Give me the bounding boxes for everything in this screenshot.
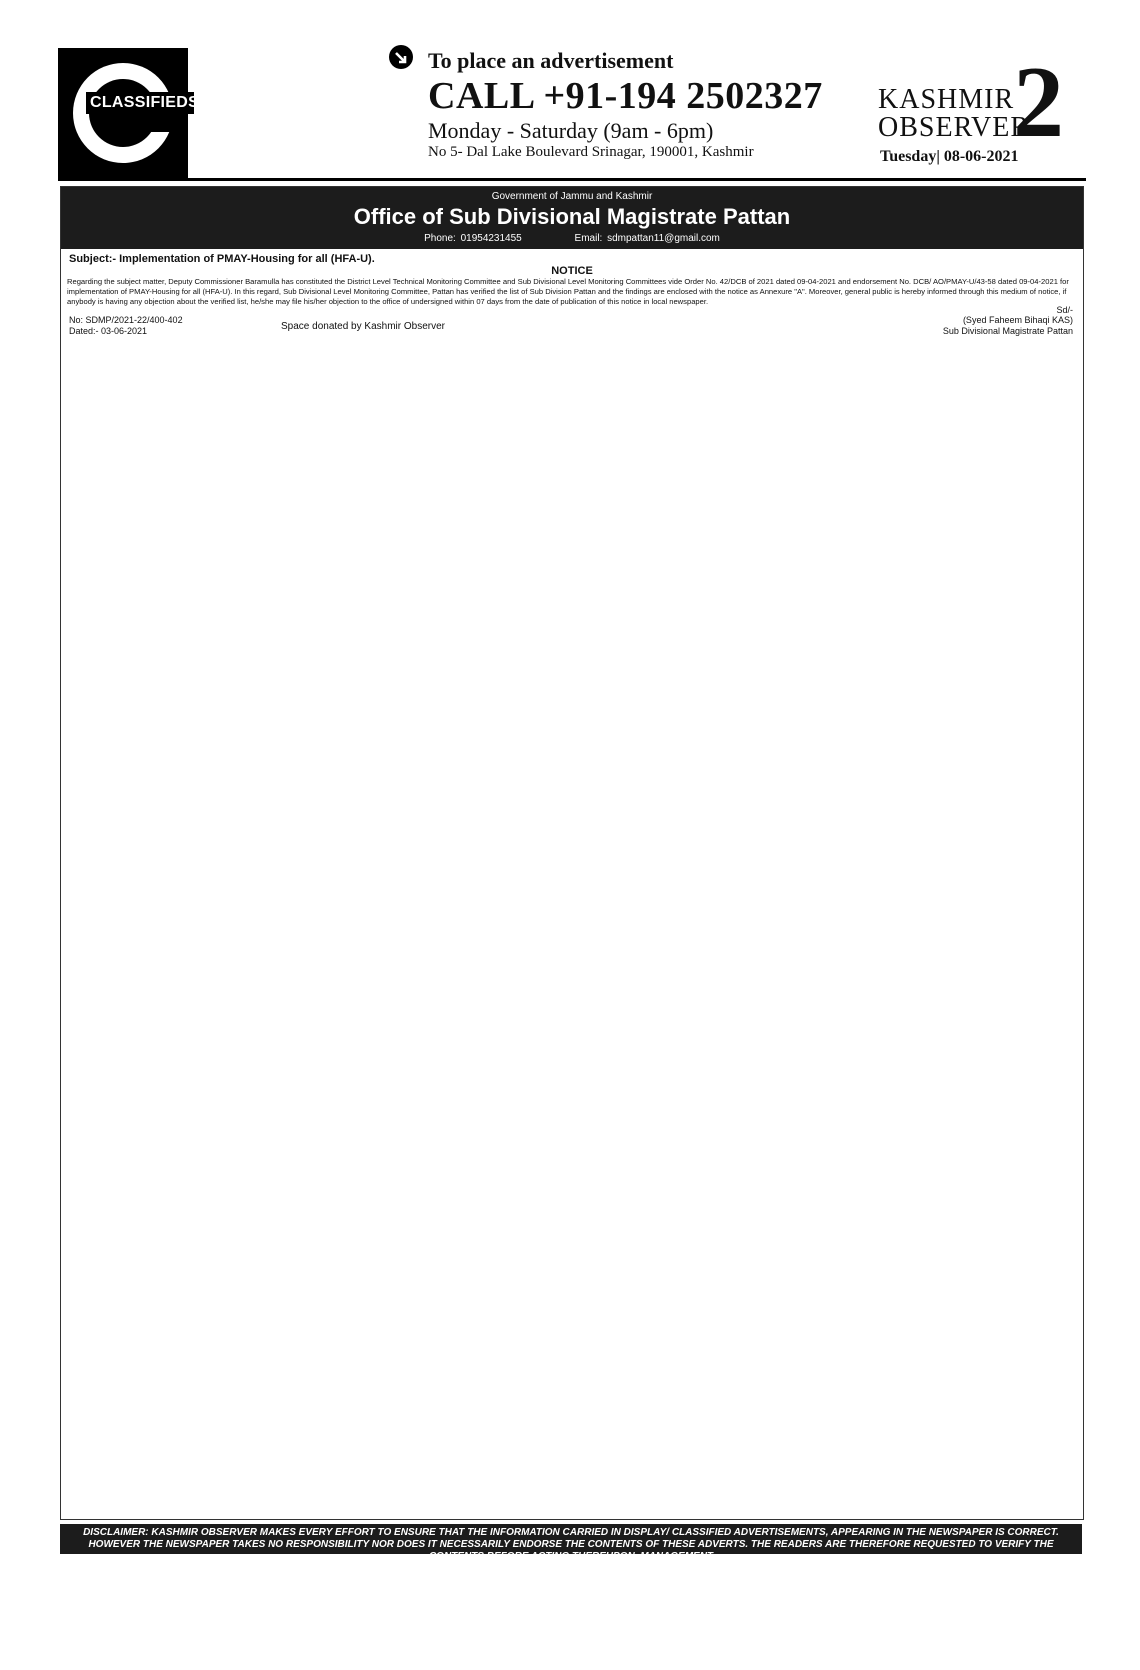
office-phone: Phone: 01954231455: [424, 233, 522, 244]
brand-kashmir: KASHMIR: [878, 84, 1015, 115]
signer: [943, 315, 1073, 337]
masthead-rule: [58, 178, 1086, 181]
arrow-down-icon: [388, 44, 414, 70]
issue-date: Tuesday| 08-06-2021: [880, 148, 1019, 165]
signer-name: (Syed Faheem Bihaqi KAS): [962, 315, 1073, 325]
ad-address: No 5- Dal Lake Boulevard Srinagar, 190001, Kashmir: [428, 144, 754, 160]
logo-text: CLASSIFIEDS: [86, 92, 194, 114]
ad-hours: Monday - Saturday (9am - 6pm): [428, 118, 714, 143]
signature-mark: Sd/-: [1056, 305, 1073, 315]
donated-line: Space donated by Kashmir Observer: [281, 321, 445, 332]
table-column: [545, 343, 783, 1515]
contact-line: [61, 233, 1083, 244]
table-column: [65, 343, 303, 1515]
page-number: 2: [1013, 46, 1064, 159]
office-email: Email: sdmpattan11@gmail.com: [574, 233, 720, 244]
table-column: [305, 343, 543, 1515]
ad-phone: CALL +91-194 2502327: [428, 75, 823, 117]
signer-title: Sub Divisional Magistrate Pattan: [942, 326, 1073, 336]
disclaimer: DISCLAIMER: KASHMIR OBSERVER MAKES EVERY EFFORT TO ENSURE THAT THE INFORMATION CARRIED IN DISPLAY/ CLASSIFIED ADVERTISEMENTS, APPEARING IN THE NEWSPAPER IS CORRECT. HOWEVER THE NEWSPAPER TAKES NO RESPONSIBILITY NOR DOES IT NECESSARILY ENDORSE THE CONTENTS OF THESE ADVERTS. THE READERS ARE THEREFORE REQUESTED TO VERIFY THE CONTENTS BEFORE ACTING THEREUPON. MANAGEMENT: [60, 1524, 1082, 1554]
brand-observer: OBSERVER: [878, 112, 1031, 143]
annexure-tables: [61, 343, 1083, 1517]
reference-date: Dated:- 03-06-2021: [69, 326, 148, 336]
table-column: [785, 343, 1023, 1515]
ad-title: To place an advertisement: [428, 48, 674, 73]
government-label: Government of Jammu and Kashmir: [491, 191, 653, 202]
notice-subject: Subject:- Implementation of PMAY-Housing for all (HFA-U).: [69, 253, 375, 265]
masthead: [58, 38, 1088, 178]
notice-body: Regarding the subject matter, Deputy Commissioner Baramulla has constituted the District Level Technical Monitoring Committee and Sub Divisional Level Monitoring Committees vide Order No. 42/DCB of 2021 dated 09-04-2021 and endorsement No. DCB/ AO/PMAY-U/43-58 dated 09-04-2021 for implementation of PMAY-Housing for all (HFA-U). In this regard, Sub Divisional Level Monitoring Committee, Pattan has verified the list of Sub Division Pattan and the findings are enclosed with the notice as Annexure "A". Moreover, general public is hereby informed through this medium of notice, if anybody is having any objection about the verified list, he/she may file his/her objection to the office of undersigned within 07 days from the date of publication of this notice in local newspaper.: [67, 277, 1069, 306]
reference-number: No: SDMP/2021-22/400-402: [69, 315, 183, 325]
notice-banner: [61, 187, 1083, 249]
notice-title: NOTICE: [551, 265, 593, 277]
reference: [69, 315, 183, 337]
notice: [60, 186, 1084, 1520]
office-title: Office of Sub Divisional Magistrate Pattan: [353, 204, 791, 229]
